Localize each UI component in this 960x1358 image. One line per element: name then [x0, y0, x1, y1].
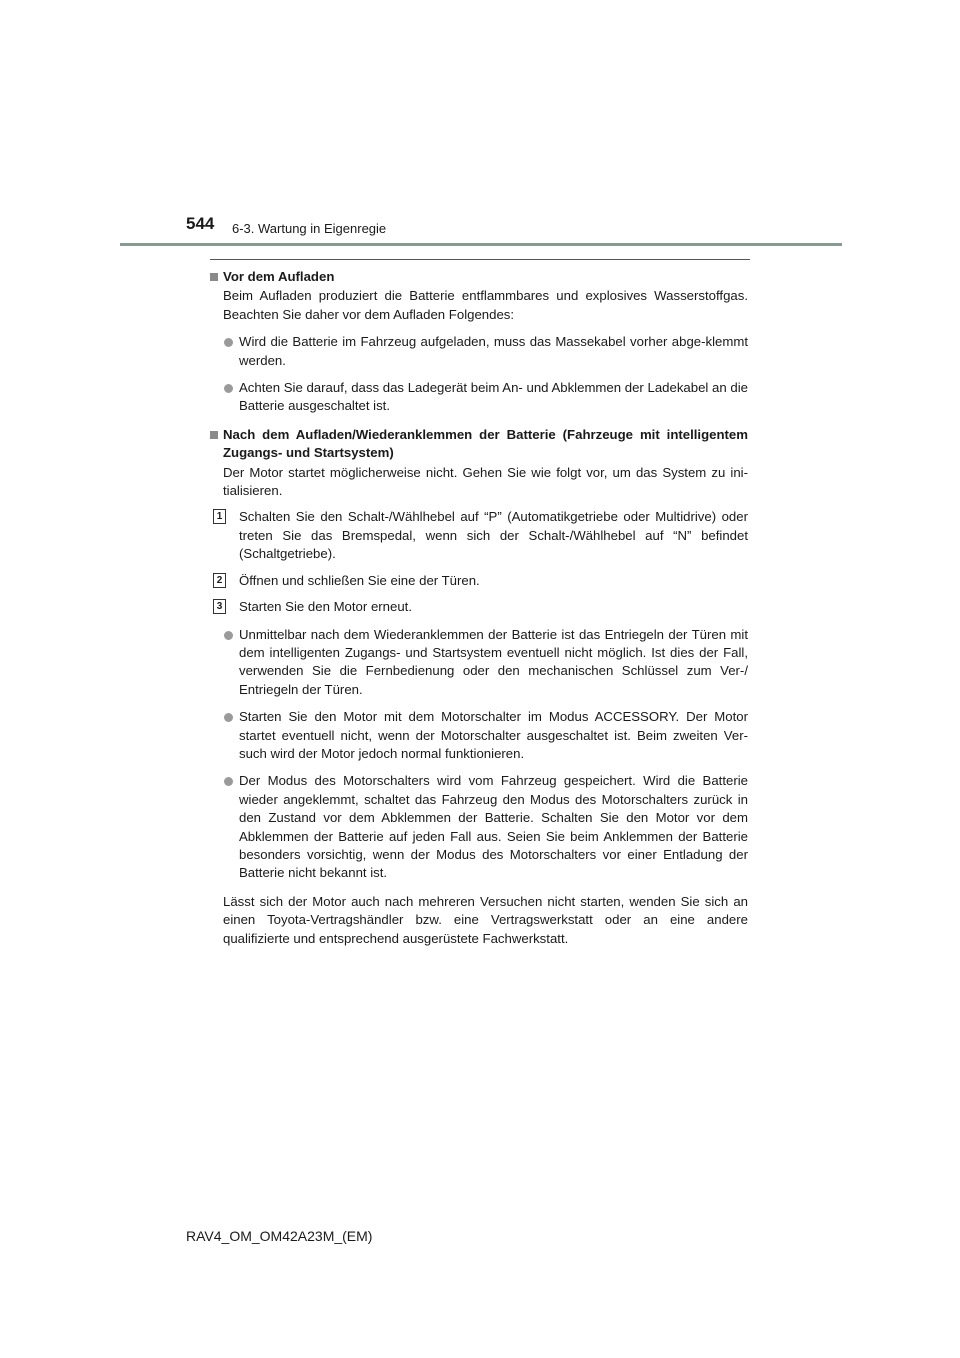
- document-id: RAV4_OM_OM42A23M_(EM): [186, 1228, 373, 1244]
- section-heading-before-charging: [210, 268, 748, 286]
- step-item: [210, 598, 748, 616]
- heading-text: Nach dem Aufladen/Wiederanklemmen der Batterie (Fahrzeuge mit intelligentem Zugangs- und Startsystem): [223, 426, 748, 461]
- square-bullet-icon: [210, 431, 218, 439]
- step-number-box: 2: [213, 573, 226, 588]
- list-item: [210, 772, 748, 882]
- round-bullet-icon: [224, 777, 233, 786]
- list-item: [210, 379, 748, 416]
- list-item: [210, 333, 748, 370]
- list-item: [210, 708, 748, 763]
- step-item: [210, 508, 748, 563]
- step-number-box: 1: [213, 509, 226, 524]
- step-text: Öffnen und schließen Sie eine der Türen.: [239, 572, 480, 588]
- page-content: [210, 268, 748, 948]
- list-item-text: Unmittelbar nach dem Wiederanklemmen der Batterie ist das Entriegeln der Türen mit dem intelligenten Zugangs- und Startsystem eventuell nicht möglich. Ist dies der Fall, verwenden Sie die Fernbedienung oder den mechanischen Schlüssel zum Ver-/ Entriegeln der Türen.: [239, 626, 748, 697]
- step-number-box: 3: [213, 599, 226, 614]
- list-item: [210, 626, 748, 700]
- round-bullet-icon: [224, 384, 233, 393]
- list-item-text: Achten Sie darauf, dass das Ladegerät beim An- und Abklemmen der Ladekabel an die Batterie ausgeschaltet ist.: [239, 380, 748, 414]
- square-bullet-icon: [210, 273, 218, 281]
- step-text: Schalten Sie den Schalt-/Wählhebel auf “P” (Automatikgetriebe oder Multidrive) oder treten Sie das Bremspedal, wenn sich der Schalt-/Wählhebel auf “N” befindet (Schaltgetriebe).: [239, 509, 748, 562]
- round-bullet-icon: [224, 713, 233, 722]
- section-title: 6-3. Wartung in Eigenregie: [232, 221, 387, 236]
- list-item-text: Wird die Batterie im Fahrzeug aufgeladen, muss das Massekabel vorher abge-klemmt werden.: [239, 334, 748, 368]
- round-bullet-icon: [224, 631, 233, 640]
- intro-paragraph: Der Motor startet möglicherweise nicht. Gehen Sie wie folgt vor, um das System zu ini-tialisieren.: [223, 464, 748, 499]
- header-divider: [120, 243, 842, 246]
- closing-paragraph: Lässt sich der Motor auch nach mehreren Versuchen nicht starten, wenden Sie sich an einen Toyota-Vertragshändler bzw. eine Vertragswerkstatt oder an eine andere qualifizierte und entsprechend ausgerüstete Fachwerkstatt.: [223, 893, 748, 946]
- list-item-text: Der Modus des Motorschalters wird vom Fahrzeug gespeichert. Wird die Batterie wieder angeklemmt, schaltet das Fahrzeug den Modus des Motorschalters zurück in den Zustand vor dem Abklemmen der Batterie. Schalten Sie den Motor vor dem Abklemmen der Batterie auf jeden Fall aus. Seien Sie beim Anklemmen der Batterie besonders vorsichtig, wenn der Modus des Motorschalters vor einer Entladung der Batterie nicht bekannt ist.: [239, 773, 748, 881]
- list-item-text: Starten Sie den Motor mit dem Motorschalter im Modus ACCESSORY. Der Motor startet eventuell nicht, wenn der Motorschalter ausgeschaltet ist. Beim zweiten Ver-such wird der Motor jedoch normal funktionieren.: [239, 709, 748, 761]
- section-heading-after-charging: [210, 426, 748, 463]
- round-bullet-icon: [224, 338, 233, 347]
- heading-text: Vor dem Aufladen: [223, 269, 335, 284]
- intro-paragraph: Beim Aufladen produziert die Batterie entflammbares und explosives Wasserstoffgas. Beachten Sie daher vor dem Aufladen Folgendes:: [223, 288, 748, 322]
- step-item: [210, 572, 748, 590]
- step-text: Starten Sie den Motor erneut.: [239, 599, 413, 615]
- page-number: 544: [186, 214, 215, 233]
- content-divider: [210, 259, 750, 260]
